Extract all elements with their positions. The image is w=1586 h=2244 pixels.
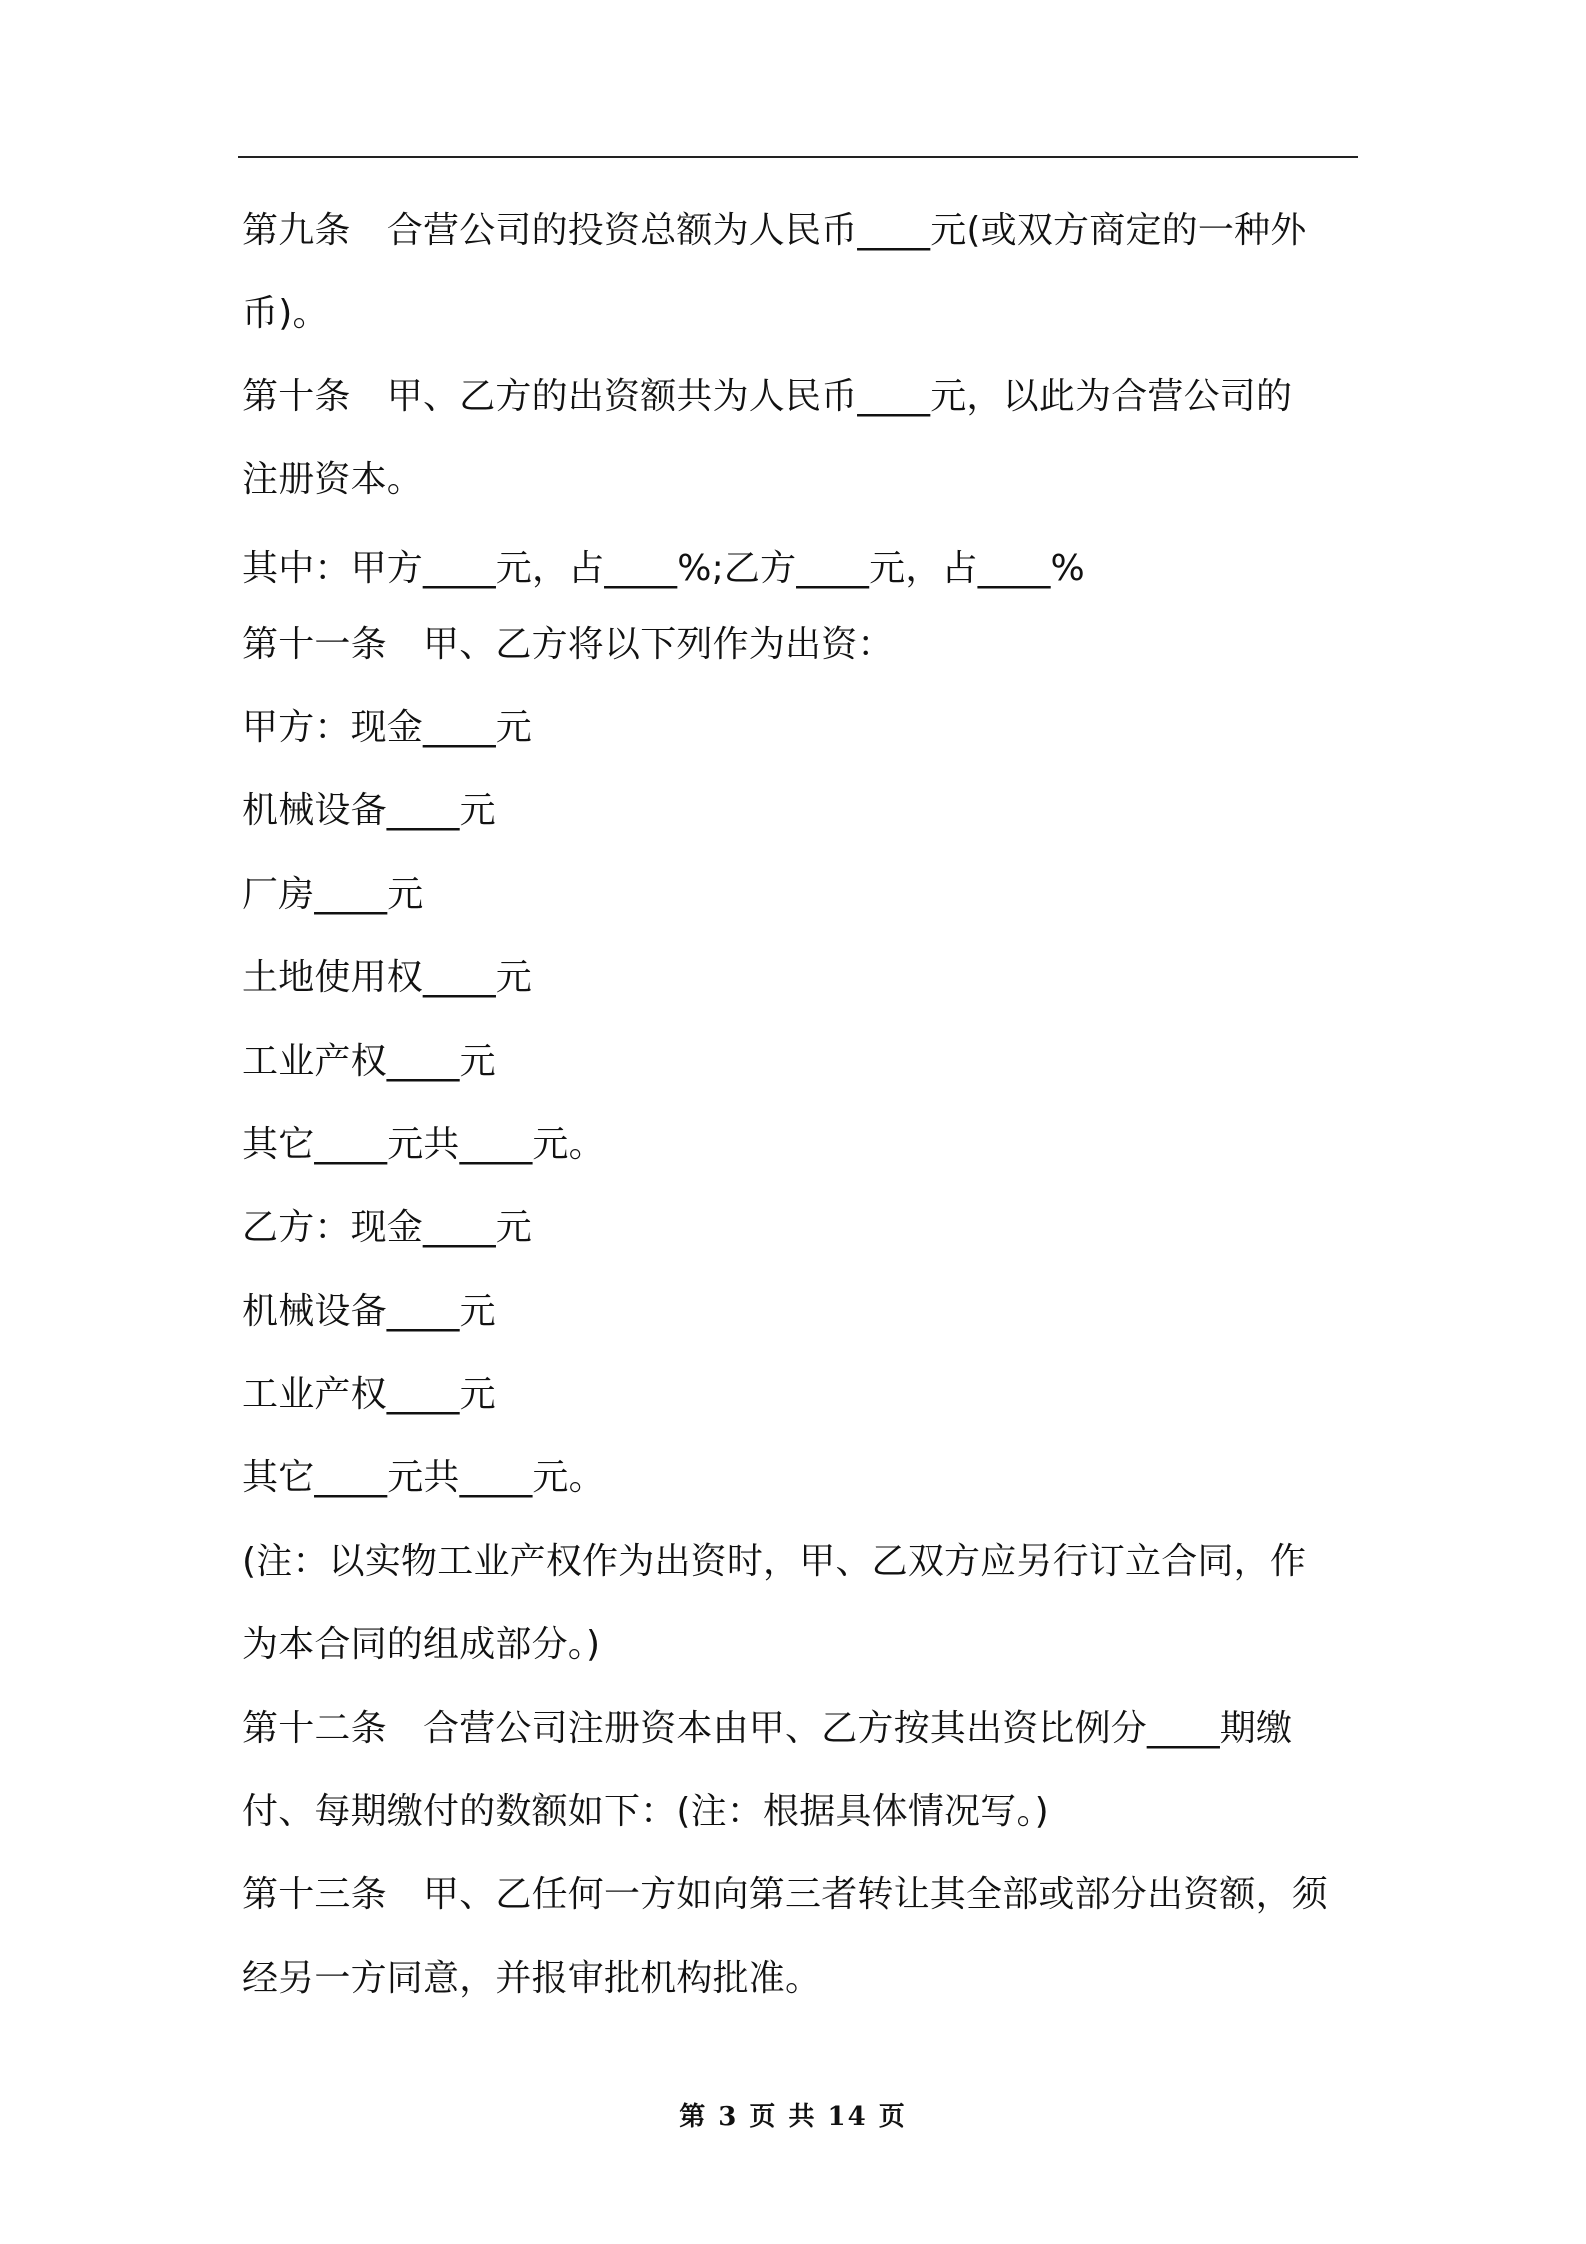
text-line: 第十一条 甲、乙方将以下列作为出资： [242, 624, 894, 665]
text-line: 其它____元共____元。 [242, 1457, 605, 1498]
text-line: 厂房____元 [242, 874, 424, 915]
text-line: 第十二条 合营公司注册资本由甲、乙方按其出资比例分____期缴 [242, 1708, 1293, 1749]
text-line: 工业产权____元 [242, 1041, 496, 1082]
text-line: 第十三条 甲、乙任何一方如向第三者转让其全部或部分出资额，须 [242, 1874, 1329, 1915]
text-line: 甲方：现金____元 [242, 707, 533, 748]
text-line: 付、每期缴付的数额如下：(注：根据具体情况写。) [242, 1791, 1049, 1832]
text-line: 土地使用权____元 [242, 957, 533, 998]
text-line: 经另一方同意，并报审批机构批准。 [242, 1958, 822, 1999]
text-line: 第九条 合营公司的投资总额为人民币____元(或双方商定的一种外 [242, 210, 1307, 251]
text-line: 机械设备____元 [242, 1291, 496, 1332]
text-line: 机械设备____元 [242, 790, 496, 831]
text-line: 其中：甲方____元，占____%;乙方____元，占____% [242, 548, 1085, 589]
text-line: 币)。 [242, 293, 329, 334]
text-line: 乙方：现金____元 [242, 1207, 533, 1248]
text-line: 其它____元共____元。 [242, 1124, 605, 1165]
page-number-footer: 第 3 页 共 14 页 [679, 2102, 907, 2132]
text-line: 第十条 甲、乙方的出资额共为人民币____元，以此为合营公司的 [242, 376, 1293, 417]
text-line: (注：以实物工业产权作为出资时，甲、乙双方应另行订立合同，作 [242, 1541, 1307, 1582]
text-line: 注册资本。 [242, 459, 424, 500]
text-line: 为本合同的组成部分。) [242, 1624, 601, 1665]
header-divider [238, 156, 1358, 158]
text-line: 工业产权____元 [242, 1374, 496, 1415]
